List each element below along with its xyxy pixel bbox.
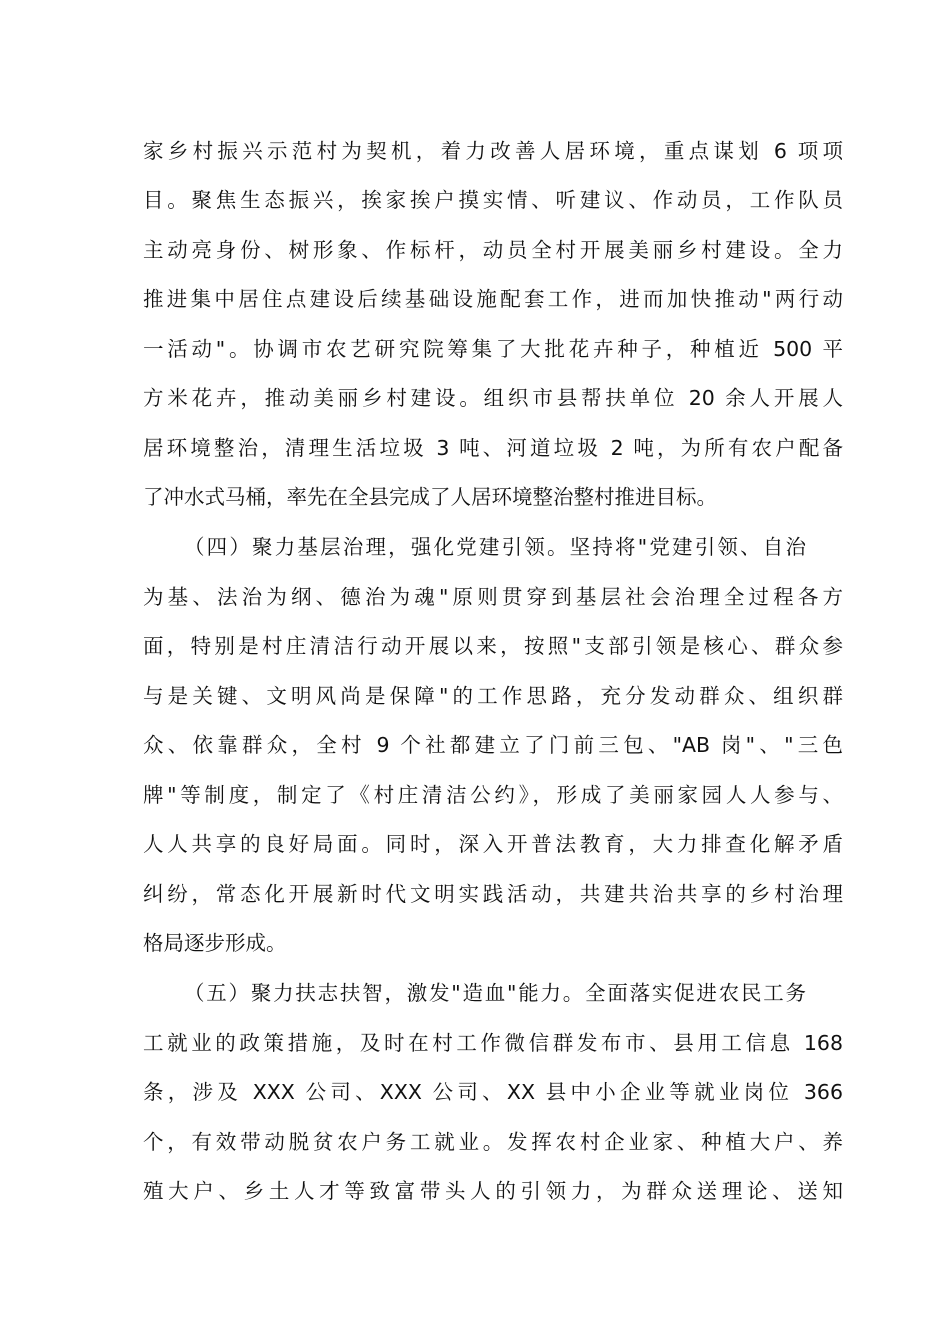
paragraph-3-line-2: 工就业的政策措施，及时在村工作微信群发布市、县用工信息 168 bbox=[143, 1031, 843, 1055]
paragraph-2-line-9: 格局逐步形成。 bbox=[143, 931, 287, 955]
paragraph-3-line-1: （五）聚力扶志扶智，激发"造血"能力。全面落实促进农民工务 bbox=[184, 981, 806, 1005]
paragraph-2-line-6: 牌"等制度，制定了《村庄清洁公约》，形成了美丽家园人人参与、 bbox=[143, 783, 843, 807]
paragraph-1-line-8: 了冲水式马桶，率先在全县完成了人居环境整治整村推进目标。 bbox=[143, 485, 717, 509]
paragraph-2-line-8: 纠纷，常态化开展新时代文明实践活动，共建共治共享的乡村治理 bbox=[143, 882, 843, 906]
paragraph-3-line-5: 殖大户、乡土人才等致富带头人的引领力，为群众送理论、送知 bbox=[143, 1179, 843, 1203]
paragraph-2-line-5: 众、依靠群众，全村 9 个社都建立了门前三包、"AB 岗"、"三色 bbox=[143, 733, 843, 757]
paragraph-1-line-4: 推进集中居住点建设后续基础设施配套工作，进而加快推动"两行动 bbox=[143, 287, 843, 311]
paragraph-3-line-3: 条，涉及 XXX 公司、XXX 公司、XX 县中小企业等就业岗位 366 bbox=[143, 1080, 843, 1104]
paragraph-2-line-7: 人人共享的良好局面。同时，深入开普法教育，大力排查化解矛盾 bbox=[143, 832, 843, 856]
paragraph-3-line-4: 个，有效带动脱贫农户务工就业。发挥农村企业家、种植大户、养 bbox=[143, 1130, 843, 1154]
paragraph-2-line-3: 面，特别是村庄清洁行动开展以来，按照"支部引领是核心、群众参 bbox=[143, 634, 843, 658]
paragraph-2-line-2: 为基、法治为纲、德治为魂"原则贯穿到基层社会治理全过程各方 bbox=[143, 585, 843, 609]
paragraph-1-line-6: 方米花卉，推动美丽乡村建设。组织市县帮扶单位 20 余人开展人 bbox=[143, 386, 843, 410]
paragraph-2-line-4: 与是关键、文明风尚是保障"的工作思路，充分发动群众、组织群 bbox=[143, 684, 843, 708]
paragraph-2-line-1: （四）聚力基层治理，强化党建引领。坚持将"党建引领、自治 bbox=[184, 535, 806, 559]
paragraph-1-line-3: 主动亮身份、树形象、作标杆，动员全村开展美丽乡村建设。全力 bbox=[143, 238, 843, 262]
paragraph-1-line-2: 目。聚焦生态振兴，挨家挨户摸实情、听建议、作动员，工作队员 bbox=[143, 188, 843, 212]
paragraph-1-line-1: 家乡村振兴示范村为契机，着力改善人居环境，重点谋划 6 项项 bbox=[143, 139, 843, 163]
paragraph-1-line-7: 居环境整治，清理生活垃圾 3 吨、河道垃圾 2 吨，为所有农户配备 bbox=[143, 436, 843, 460]
paragraph-1-line-5: 一活动"。协调市农艺研究院筹集了大批花卉种子，种植近 500 平 bbox=[143, 337, 843, 361]
